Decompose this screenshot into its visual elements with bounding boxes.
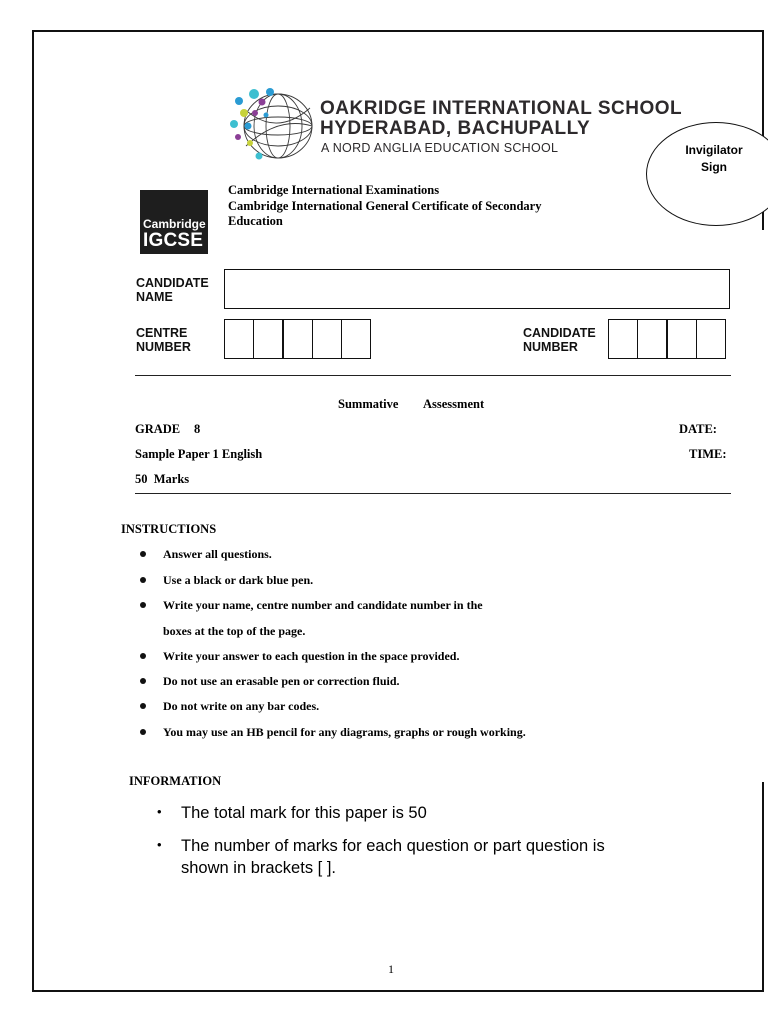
bullet-icon bbox=[140, 602, 146, 608]
border-right-lower bbox=[762, 782, 764, 992]
time-label: TIME: bbox=[689, 447, 727, 461]
instruction-item: Write your answer to each question in the space provided. bbox=[163, 649, 460, 663]
assessment-title-2: Assessment bbox=[423, 397, 485, 411]
centre-number-cell[interactable] bbox=[341, 319, 371, 359]
instruction-item: Answer all questions. bbox=[163, 547, 272, 561]
divider-top bbox=[135, 375, 731, 376]
centre-number-cell[interactable] bbox=[282, 319, 312, 359]
candidate-name-field[interactable] bbox=[224, 269, 730, 309]
border-gap bbox=[752, 230, 768, 782]
school-name-line1: OAKRIDGE INTERNATIONAL SCHOOL bbox=[320, 98, 683, 119]
page-number: 1 bbox=[388, 962, 394, 976]
bullet-icon: • bbox=[157, 837, 162, 852]
bullet-icon bbox=[140, 729, 146, 735]
bullet-icon bbox=[140, 653, 146, 659]
divider-bottom bbox=[135, 493, 731, 494]
grade-label: GRADE bbox=[135, 422, 181, 436]
candidate-number-cell[interactable] bbox=[696, 319, 726, 359]
date-label: DATE: bbox=[679, 422, 717, 436]
information-item: The total mark for this paper is 50 bbox=[181, 804, 427, 822]
instruction-item: You may use an HB pencil for any diagrams, graphs or rough working. bbox=[163, 725, 526, 739]
bullet-icon bbox=[140, 577, 146, 583]
candidate-number-label: CANDIDATE NUMBER bbox=[523, 326, 596, 354]
paper-name: Sample Paper 1 English bbox=[135, 447, 263, 461]
cambridge-igcse-logo: Cambridge IGCSE bbox=[140, 190, 208, 254]
grade-value: 8 bbox=[194, 422, 201, 436]
centre-number-cell[interactable] bbox=[253, 319, 283, 359]
bullet-icon bbox=[140, 703, 146, 709]
instruction-item: Do not use an erasable pen or correction fluid. bbox=[163, 674, 400, 688]
exam-body-text: Cambridge International Examinations Cambridge International General Certificate of Secondary Education bbox=[228, 183, 542, 228]
instruction-item-continued: boxes at the top of the page. bbox=[163, 624, 306, 638]
school-name-line2: HYDERABAD, BACHUPALLY bbox=[320, 118, 591, 139]
bullet-icon bbox=[140, 551, 146, 557]
centre-number-cell[interactable] bbox=[312, 319, 342, 359]
candidate-number-cell[interactable] bbox=[666, 319, 696, 359]
school-tagline: A NORD ANGLIA EDUCATION SCHOOL bbox=[321, 141, 559, 155]
instruction-item: Write your name, centre number and candidate number in the bbox=[163, 598, 483, 612]
candidate-name-label: CANDIDATE NAME bbox=[136, 276, 209, 304]
centre-number-cell[interactable] bbox=[224, 319, 254, 359]
information-heading: INFORMATION bbox=[129, 774, 222, 788]
candidate-number-cell[interactable] bbox=[608, 319, 638, 359]
invigilator-sign-label: Invigilator Sign bbox=[685, 143, 743, 174]
instructions-heading: INSTRUCTIONS bbox=[121, 522, 217, 536]
instruction-item: Use a black or dark blue pen. bbox=[163, 573, 314, 587]
centre-number-label: CENTRE NUMBER bbox=[136, 326, 191, 354]
candidate-number-cell[interactable] bbox=[637, 319, 667, 359]
bullet-icon bbox=[140, 678, 146, 684]
school-logo-icon bbox=[226, 86, 316, 164]
information-item: The number of marks for each question or part question is shown in brackets [ ]. bbox=[181, 837, 605, 877]
assessment-title-1: Summative bbox=[338, 397, 399, 411]
instruction-item: Do not write on any bar codes. bbox=[163, 699, 320, 713]
centre-number-field[interactable] bbox=[224, 319, 370, 359]
bullet-icon: • bbox=[157, 804, 162, 819]
candidate-number-field[interactable] bbox=[608, 319, 725, 359]
total-marks: 50 Marks bbox=[135, 472, 190, 486]
